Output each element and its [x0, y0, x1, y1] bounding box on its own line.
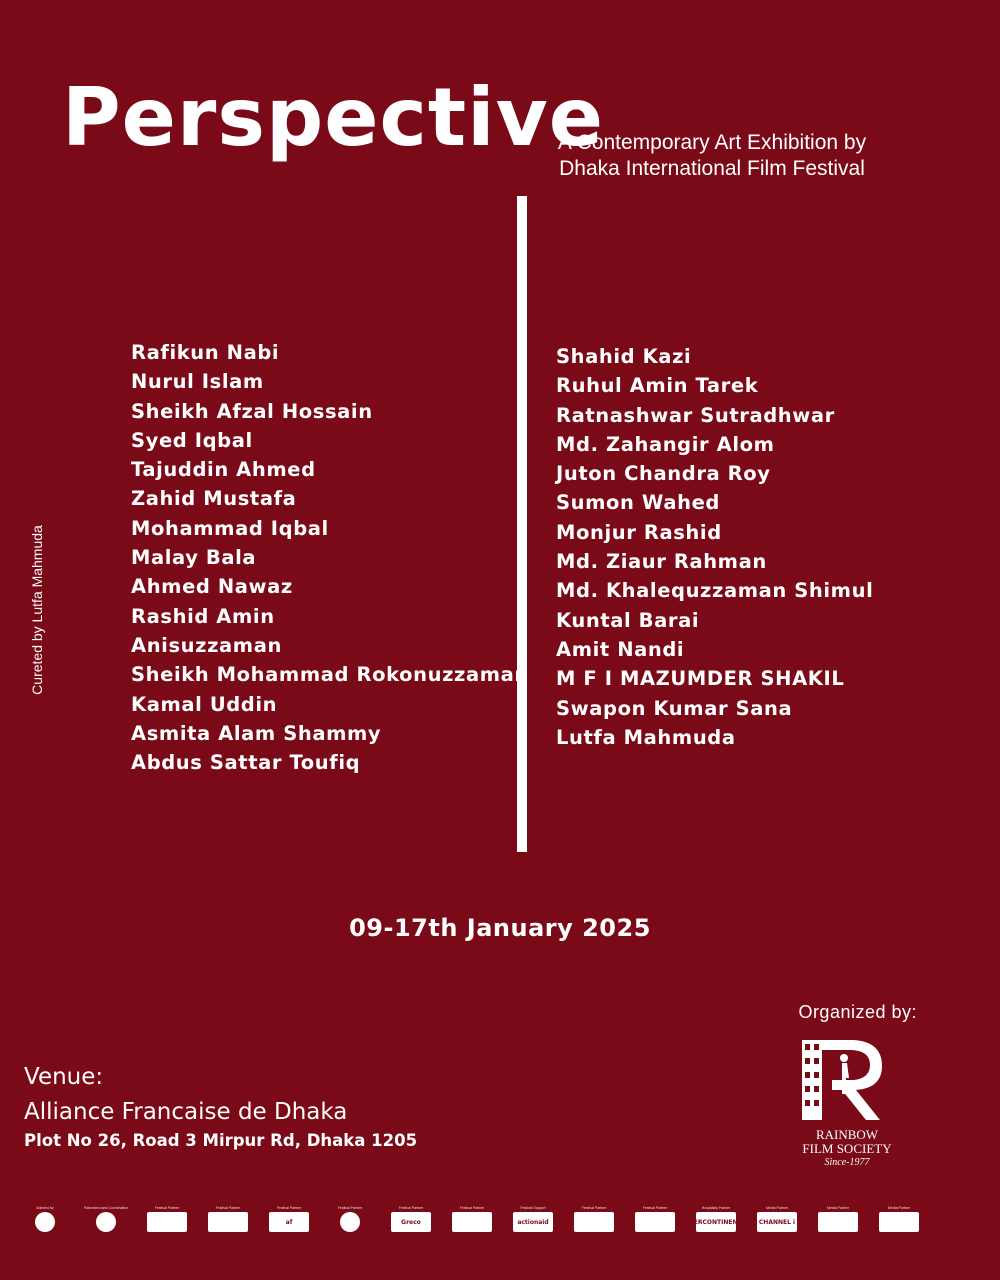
sponsor-tag: Media Partner — [827, 1206, 849, 1210]
sponsor-tag: Festival Partner — [642, 1206, 668, 1210]
sponsor-mark — [574, 1212, 614, 1232]
sponsor-logo — [632, 1206, 678, 1232]
sponsor-mark: INTERCONTINENTAL — [696, 1212, 736, 1232]
sponsor-logo — [83, 1206, 129, 1232]
artist-name: Juton Chandra Roy — [556, 462, 771, 486]
artist-name: Rafikun Nabi — [131, 341, 280, 364]
sponsor-logo — [205, 1206, 251, 1232]
artist-name: Md. Zahangir Alom — [556, 432, 775, 456]
artist-name: Amit Nandi — [556, 637, 685, 661]
artist-name: Swapon Kumar Sana — [556, 696, 793, 720]
organized-by-label: Organized by: — [798, 1002, 917, 1022]
sponsor-logo — [876, 1206, 922, 1232]
sponsor-mark — [96, 1212, 116, 1232]
artist-name: Malay Bala — [131, 546, 257, 570]
artist-name: Tajuddin Ahmed — [131, 458, 316, 482]
venue-label: Venue: — [24, 1064, 104, 1090]
sponsor-tag: Festival Partner — [581, 1206, 607, 1210]
sponsor-mark — [452, 1212, 492, 1232]
sponsor-logo — [144, 1206, 190, 1232]
sponsor-logo — [754, 1206, 800, 1232]
exhibition-title: Perspective — [62, 71, 604, 164]
sponsor-logo — [815, 1206, 861, 1232]
sponsor-logo — [266, 1206, 312, 1232]
sponsor-tag: Media Partner — [888, 1206, 910, 1210]
sponsor-mark: Greco — [391, 1212, 431, 1232]
artist-name: Kamal Uddin — [131, 692, 278, 716]
sponsor-mark — [35, 1212, 55, 1232]
venue-name: Alliance Francaise de Dhaka — [24, 1099, 348, 1125]
sponsor-logo — [682, 1206, 750, 1232]
artist-name: Ruhul Amin Tarek — [556, 374, 759, 398]
sponsor-mark — [818, 1212, 858, 1232]
artist-name: Zahid Mustafa — [131, 487, 297, 511]
artist-name: Anisuzzaman — [131, 633, 282, 657]
artist-name: Sumon Wahed — [556, 491, 720, 515]
sponsor-mark — [879, 1212, 919, 1232]
artist-name: Asmita Alam Shammy — [131, 721, 382, 745]
organizer-name-line: RAINBOW — [815, 1127, 879, 1142]
artist-name: Kuntal Barai — [556, 608, 700, 632]
exhibition-dates: 09-17th January 2025 — [349, 914, 651, 942]
artist-name: Shahid Kazi — [556, 345, 692, 368]
organizer-name-line: FILM SOCIETY — [802, 1141, 892, 1156]
organizer-name — [780, 1128, 914, 1170]
sponsor-logo — [327, 1206, 373, 1232]
curator-credit: Cureted by Lutfa Mahmuda — [29, 525, 45, 695]
artist-name: Ahmed Nawaz — [131, 575, 293, 599]
sponsor-tag: Festival Partner — [337, 1206, 363, 1210]
sponsor-logo — [510, 1206, 556, 1232]
artist-name: Md. Ziaur Rahman — [556, 550, 767, 574]
artist-name: Md. Khalequzzaman Shimul — [556, 579, 874, 603]
artist-list-left — [131, 338, 529, 777]
artist-name: Lutfa Mahmuda — [556, 725, 736, 749]
sponsor-tag: Patronized and Coordination — [83, 1206, 129, 1210]
artist-name: Ratnashwar Sutradhwar — [556, 403, 835, 427]
artist-name: Nurul Islam — [131, 370, 264, 394]
sponsor-tag: Hospitality Partner — [701, 1206, 731, 1210]
sponsor-tag: Festival Partner — [215, 1206, 241, 1210]
sponsor-mark: actionaid — [513, 1212, 553, 1232]
sponsor-logo — [571, 1206, 617, 1232]
artist-name: Monjur Rashid — [556, 520, 722, 544]
artist-name: Syed Iqbal — [131, 428, 253, 452]
sponsor-logo — [449, 1206, 495, 1232]
exhibition-subtitle — [502, 130, 922, 182]
artist-name: Rashid Amin — [131, 604, 275, 628]
sponsor-mark — [340, 1212, 360, 1232]
sponsor-mark — [635, 1212, 675, 1232]
sponsor-tag: Festival Partner — [276, 1206, 302, 1210]
subtitle-line: Dhaka International Film Festival — [559, 157, 865, 180]
sponsor-mark — [147, 1212, 187, 1232]
artist-name: Sheikh Mohammad Rokonuzzaman — [131, 663, 529, 687]
sponsor-tag: Festival Partner — [459, 1206, 485, 1210]
sponsor-tag: Festival Support — [520, 1206, 546, 1210]
artist-name: M F I MAZUMDER SHAKIL — [556, 667, 845, 691]
sponsor-mark — [208, 1212, 248, 1232]
sponsor-mark: CHANNEL i — [757, 1212, 797, 1232]
sponsor-logo — [388, 1206, 434, 1232]
sponsor-strip — [22, 1206, 922, 1246]
artist-name: Sheikh Afzal Hossain — [131, 399, 373, 423]
artist-name: Mohammad Iqbal — [131, 516, 329, 540]
sponsor-tag: Media Partner — [766, 1206, 788, 1210]
sponsor-tag: Festival Partner — [398, 1206, 424, 1210]
venue-address: Plot No 26, Road 3 Mirpur Rd, Dhaka 1205 — [24, 1131, 418, 1150]
artist-list-right — [556, 342, 873, 752]
organizer-since: Since-1977 — [824, 1157, 870, 1168]
sponsor-logo — [22, 1206, 68, 1232]
sponsor-mark: af — [269, 1212, 309, 1232]
subtitle-line: A Contemporary Art Exhibition by — [557, 131, 867, 154]
artist-name: Abdus Sattar Toufiq — [131, 751, 361, 775]
sponsor-tag: Festival Partner — [154, 1206, 180, 1210]
sponsor-tag: Admired by — [36, 1206, 54, 1210]
